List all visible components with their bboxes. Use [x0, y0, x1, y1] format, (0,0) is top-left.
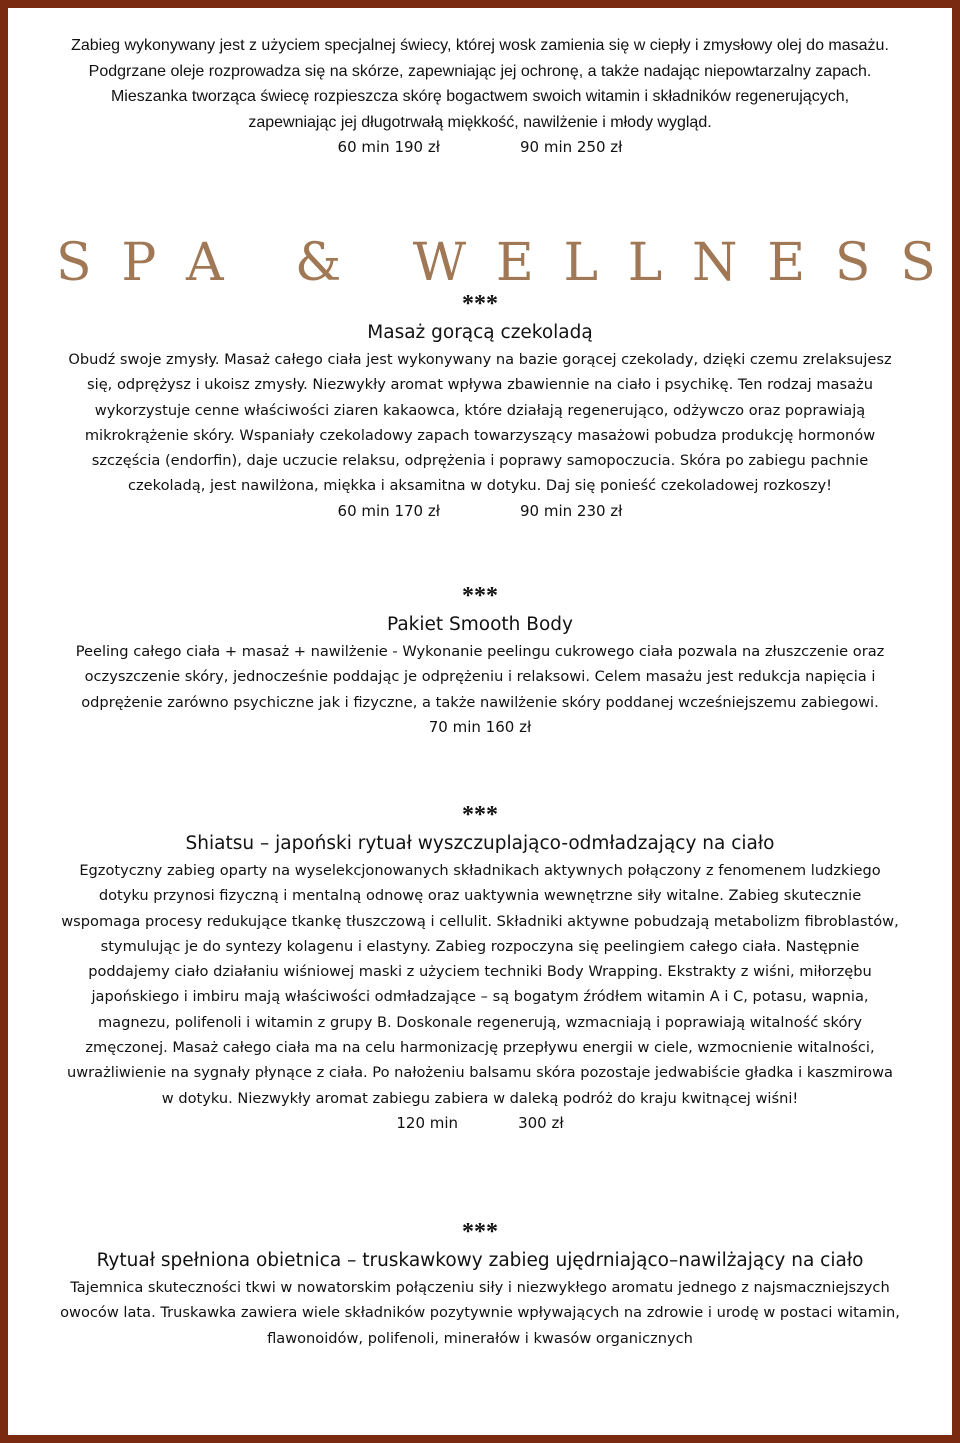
section-separator-stars: ***: [462, 584, 498, 606]
section-title: Pakiet Smooth Body: [387, 614, 573, 635]
section-title: Masaż gorącą czekoladą: [367, 322, 593, 343]
price-duration: 120 min: [396, 1113, 459, 1132]
section-description: Egzotyczny zabieg oparty na wyselekcjonowanych składnikach aktywnych połączony z fenomenem ludzkiego dotyku przynosi fizyczną i mentalną odnowę oraz uaktywnia wewnętrzne siły witalne. Zabieg skutecznie wspomaga procesy redukujące tkankę tłuszczową i cellulit. Składniki aktywne pobudzają metabolizm fibroblastów, stymulując je do syntezy kolagenu i elastyny. Zabieg rozpoczyna się peelingiem całego ciała. Następnie poddajemy ciało działaniu wiśniowej maski z użyciem techniki Body Wrapping. Ekstrakty z wiśni, miłorzębu japońskiego i imbiru mają właściwości odmładzające – są bogatym źródłem witamin A i C, potasu, wapnia, magnezu, polifenoli i witamin z grupy B. Doskonale regenerują, wzmacniają i poprawiają witalność skóry zmęczonej. Masaż całego ciała ma na celu harmonizację przepływu energii w ciele, wzmocnienie witalności, uwrażliwienie na sygnały płynące z ciała. Po nałożeniu balsamu skóra pozostaje jedwabiście gładka i kaszmirowa w dotyku. Niezwykły aromat zabiegu zabiera w daleką podróż do kraju kwitnącej wiśni! 120 min 300 zł: [60, 858, 900, 1136]
price-90: 90 min 230 zł: [520, 501, 623, 520]
section-price-row: [60, 715, 900, 740]
spa-wellness-banner: S P A & W E L L N E S S: [56, 233, 936, 293]
section-description: Peeling całego ciała + masaż + nawilżenie - Wykonanie peelingu cukrowego ciała pozwala na złuszczenie oraz oczyszczenie skóry, jednocześnie poddając je odprężeniu i relaksowi. Celem masażu jest redukcja napięcia i odprężenie zarówno psychiczne jak i fizyczne, a także nawilżenie skóry poddanej wcześniejszemu zabiegowi. 70 min 160 zł: [60, 639, 900, 740]
price-amount: 300 zł: [518, 1113, 564, 1132]
section-separator-stars: ***: [462, 1220, 498, 1242]
intro-price-row: [70, 135, 890, 160]
section-price-row: [60, 1111, 900, 1136]
section-description: Tajemnica skuteczności tkwi w nowatorskim połączeniu siły i niezwykłego aromatu jednego z najsmaczniejszych owoców lata. Truskawka zawiera wiele składników pozytywnie wpływających na zdrowie i urodę w postaci witamin, flawonoidów, polifenoli, minerałów i kwasów organicznych: [60, 1279, 900, 1347]
price-70: 70 min 160 zł: [428, 717, 532, 736]
section-shiatsu: [60, 803, 900, 1136]
section-title: Shiatsu – japoński rytuał wyszczuplająco-odmładzający na ciało: [185, 833, 775, 854]
section-separator-stars: ***: [462, 803, 498, 825]
section-title: Rytuał spełniona obietnica – truskawkowy zabieg ujędrniająco–nawilżający na ciało: [96, 1250, 864, 1271]
price-60: 60 min 170 zł: [337, 501, 440, 520]
section-price-row: [60, 499, 900, 524]
section-strawberry-ritual: [60, 1220, 900, 1351]
intro-price-90: 90 min 250 zł: [520, 138, 623, 156]
page-content: [8, 8, 952, 1435]
section-hot-chocolate: [60, 292, 900, 524]
intro-section: [70, 33, 890, 160]
section-description: Obudź swoje zmysły. Masaż całego ciała jest wykonywany na bazie gorącej czekolady, dzięki czemu zrelaksujesz się, odprężysz i ukoisz zmysły. Niezwykły aromat wpływa zbawiennie na ciało i psychikę. Ten rodzaj masażu wykorzystuje cenne właściwości ziaren kakaowca, które działają regenerująco, odżywczo oraz poprawiają mikrokrążenie skóry. Wspaniały czekoladowy zapach towarzyszący masażowi pobudza produkcję hormonów szczęścia (endorfin), daje uczucie relaksu, odprężenia i poprawy samopoczucia. Skóra po zabiegu pachnie czekoladą, jest nawilżona, miękka i aksamitna w dotyku. Daj się ponieść czekoladowej rozkoszy! 60 min 170 zł 90 min 230 zł: [60, 347, 900, 524]
section-smooth-body: [60, 584, 900, 740]
intro-text: Zabieg wykonywany jest z użyciem specjalnej świecy, której wosk zamienia się w ciepły i zmysłowy olej do masażu. Podgrzane oleje rozprowadza się na skórze, zapewniając jej ochronę, a także nadając niepowtarzalny zapach. Mieszanka tworząca świecę rozpieszcza skórę bogactwem swoich witamin i składników regenerujących, zapewniając jej długotrwałą miękkość, nawilżenie i młody wygląd.: [71, 37, 889, 131]
intro-price-60: 60 min 190 zł: [337, 138, 440, 156]
section-separator-stars: ***: [462, 292, 498, 314]
